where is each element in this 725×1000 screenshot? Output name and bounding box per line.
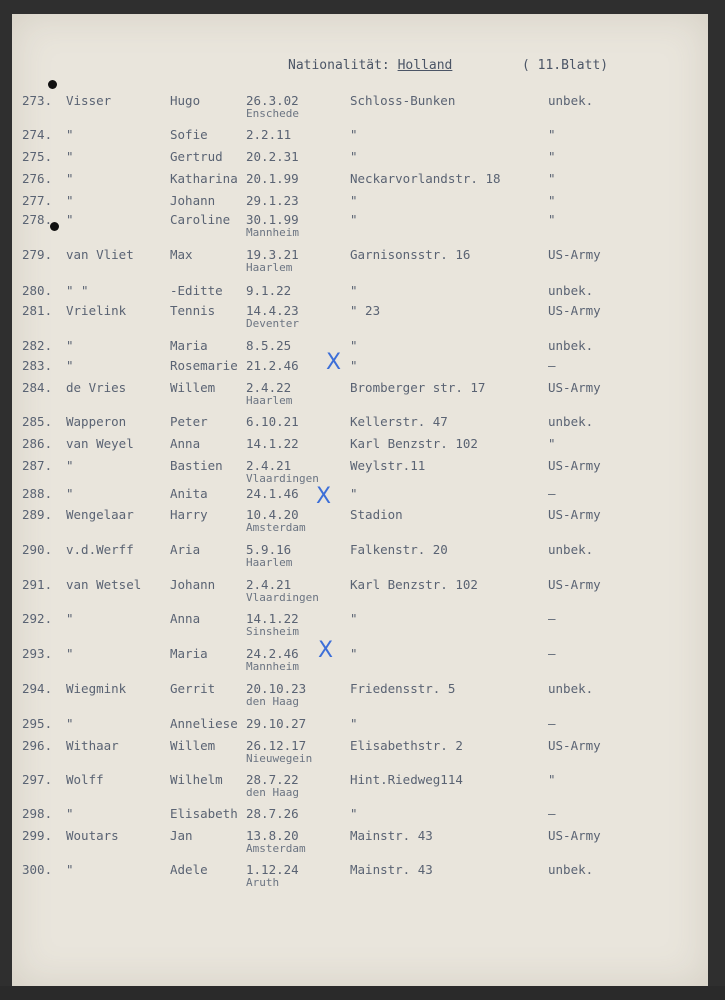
address: Bromberger str. 17: [350, 380, 486, 395]
birth-place: Mannheim: [246, 226, 299, 239]
surname: de Vries: [66, 380, 127, 395]
birth-place: Sinsheim: [246, 625, 299, 638]
birth-date: 2.4.22: [246, 380, 292, 395]
status: US-Army: [548, 507, 601, 522]
row-number: 276.: [22, 171, 53, 186]
birth-place: den Haag: [246, 695, 299, 708]
status: US-Army: [548, 303, 601, 318]
surname: ": [66, 806, 74, 821]
address: ": [350, 193, 358, 208]
first-name: Johann: [170, 193, 216, 208]
row-number: 285.: [22, 414, 53, 429]
status: US-Army: [548, 577, 601, 592]
birth-place: Vlaardingen: [246, 591, 319, 604]
first-name: Harry: [170, 507, 208, 522]
surname: ": [66, 149, 74, 164]
row-number: 277.: [22, 193, 53, 208]
table-row: [0, 738, 725, 768]
address: ": [350, 486, 358, 501]
first-name: Katharina: [170, 171, 238, 186]
surname: ": [66, 127, 74, 142]
birth-date: 19.3.21: [246, 247, 299, 262]
first-name: -Editte: [170, 283, 223, 298]
table-row: [0, 611, 725, 641]
surname: Wengelaar: [66, 507, 134, 522]
address: Hint.Riedweg114: [350, 772, 463, 787]
birth-date: 8.5.25: [246, 338, 292, 353]
birth-place: Aruth: [246, 876, 280, 889]
address: ": [350, 149, 358, 164]
birth-place: Haarlem: [246, 261, 293, 274]
punch-mark: [48, 80, 57, 89]
status: —: [548, 486, 556, 501]
surname: v.d.Werff: [66, 542, 134, 557]
birth-date: 9.1.22: [246, 283, 292, 298]
row-number: 297.: [22, 772, 53, 787]
row-number: 294.: [22, 681, 53, 696]
birth-date: 14.4.23: [246, 303, 299, 318]
table-row: [0, 828, 725, 858]
first-name: Peter: [170, 414, 208, 429]
address: Schloss-Bunken: [350, 93, 456, 108]
surname: " ": [66, 283, 89, 298]
first-name: Rosemarie: [170, 358, 238, 373]
surname: ": [66, 171, 74, 186]
address: Neckarvorlandstr. 18: [350, 171, 501, 186]
table-row: [0, 212, 725, 242]
first-name: Hugo: [170, 93, 201, 108]
surname: ": [66, 716, 74, 731]
status: ": [548, 436, 556, 451]
row-number: 296.: [22, 738, 53, 753]
birth-date: 14.1.22: [246, 436, 299, 451]
status: ": [548, 193, 556, 208]
birth-date: 29.1.23: [246, 193, 299, 208]
birth-place: Nieuwegein: [246, 752, 313, 765]
status: unbek.: [548, 681, 594, 696]
table-row: [0, 646, 725, 676]
row-number: 273.: [22, 93, 53, 108]
first-name: Willem: [170, 738, 216, 753]
address: ": [350, 611, 358, 626]
birth-date: 6.10.21: [246, 414, 299, 429]
row-number: 293.: [22, 646, 53, 661]
first-name: Bastien: [170, 458, 223, 473]
surname: ": [66, 611, 74, 626]
birth-place: Mannheim: [246, 660, 299, 673]
first-name: Jan: [170, 828, 193, 843]
surname: ": [66, 193, 74, 208]
table-row: [0, 93, 725, 123]
status: unbek.: [548, 338, 594, 353]
first-name: Wilhelm: [170, 772, 223, 787]
surname: ": [66, 486, 74, 501]
surname: ": [66, 646, 74, 661]
birth-date: 10.4.20: [246, 507, 299, 522]
first-name: Anna: [170, 436, 201, 451]
first-name: Elisabeth: [170, 806, 238, 821]
birth-date: 24.1.46: [246, 486, 299, 501]
address: Friedensstr. 5: [350, 681, 456, 696]
surname: ": [66, 862, 74, 877]
row-number: 281.: [22, 303, 53, 318]
birth-date: 20.10.23: [246, 681, 307, 696]
address: ": [350, 338, 358, 353]
status: —: [548, 716, 556, 731]
status: —: [548, 611, 556, 626]
birth-date: 2.2.11: [246, 127, 292, 142]
surname: Vrielink: [66, 303, 127, 318]
address: ": [350, 806, 358, 821]
first-name: Adele: [170, 862, 208, 877]
address: Stadion: [350, 507, 403, 522]
row-number: 292.: [22, 611, 53, 626]
birth-place: Vlaardingen: [246, 472, 319, 485]
status: ": [548, 149, 556, 164]
birth-place: Amsterdam: [246, 842, 306, 855]
first-name: Max: [170, 247, 193, 262]
first-name: Maria: [170, 338, 208, 353]
birth-place: Haarlem: [246, 394, 293, 407]
table-row: [0, 380, 725, 410]
table-row: [0, 507, 725, 537]
birth-place: Amsterdam: [246, 521, 306, 534]
row-number: 288.: [22, 486, 53, 501]
surname: Visser: [66, 93, 112, 108]
first-name: Aria: [170, 542, 201, 557]
birth-date: 26.3.02: [246, 93, 299, 108]
row-number: 298.: [22, 806, 53, 821]
status: unbek.: [548, 862, 594, 877]
birth-date: 21.2.46: [246, 358, 299, 373]
birth-date: 30.1.99: [246, 212, 299, 227]
first-name: Johann: [170, 577, 216, 592]
first-name: Sofie: [170, 127, 208, 142]
status: ": [548, 171, 556, 186]
sheet-number: ( 11.Blatt): [522, 58, 609, 73]
first-name: Anna: [170, 611, 201, 626]
birth-date: 14.1.22: [246, 611, 299, 626]
row-number: 278.: [22, 212, 53, 227]
birth-place: Haarlem: [246, 556, 293, 569]
address: Karl Benzstr. 102: [350, 577, 478, 592]
row-number: 279.: [22, 247, 53, 262]
row-number: 291.: [22, 577, 53, 592]
address: ": [350, 127, 358, 142]
address: ": [350, 358, 358, 373]
address: Mainstr. 43: [350, 862, 433, 877]
surname: Woutars: [66, 828, 119, 843]
row-number: 283.: [22, 358, 53, 373]
status: US-Army: [548, 828, 601, 843]
birth-date: 26.12.17: [246, 738, 307, 753]
first-name: Gerrit: [170, 681, 216, 696]
table-row: [0, 577, 725, 607]
table-row: [0, 458, 725, 488]
status: US-Army: [548, 380, 601, 395]
row-number: 274.: [22, 127, 53, 142]
birth-date: 28.7.26: [246, 806, 299, 821]
address: ": [350, 716, 358, 731]
address: " 23: [350, 303, 381, 318]
surname: ": [66, 358, 74, 373]
row-number: 287.: [22, 458, 53, 473]
address: ": [350, 283, 358, 298]
table-row: [0, 862, 725, 892]
address: Elisabethstr. 2: [350, 738, 463, 753]
surname: Wapperon: [66, 414, 127, 429]
status: —: [548, 358, 556, 373]
birth-date: 20.2.31: [246, 149, 299, 164]
status: US-Army: [548, 247, 601, 262]
first-name: Willem: [170, 380, 216, 395]
first-name: Gertrud: [170, 149, 223, 164]
birth-date: 2.4.21: [246, 577, 292, 592]
row-number: 290.: [22, 542, 53, 557]
address: Falkenstr. 20: [350, 542, 448, 557]
row-number: 282.: [22, 338, 53, 353]
row-number: 295.: [22, 716, 53, 731]
address: ": [350, 646, 358, 661]
status: unbek.: [548, 542, 594, 557]
row-number: 286.: [22, 436, 53, 451]
address: Mainstr. 43: [350, 828, 433, 843]
table-row: [0, 303, 725, 333]
birth-place: Enschede: [246, 107, 299, 120]
table-row: [0, 772, 725, 802]
table-row: [0, 681, 725, 711]
status: unbek.: [548, 414, 594, 429]
surname: van Wetsel: [66, 577, 142, 592]
nationality-header: [288, 58, 452, 73]
birth-date: 13.8.20: [246, 828, 299, 843]
birth-date: 24.2.46: [246, 646, 299, 661]
table-row: [0, 247, 725, 277]
birth-date: 2.4.21: [246, 458, 292, 473]
row-number: 299.: [22, 828, 53, 843]
row-number: 289.: [22, 507, 53, 522]
row-number: 280.: [22, 283, 53, 298]
surname: ": [66, 338, 74, 353]
surname: Wiegmink: [66, 681, 127, 696]
status: —: [548, 806, 556, 821]
nationality-label: Nationalität:: [288, 58, 390, 73]
row-number: 284.: [22, 380, 53, 395]
surname: van Vliet: [66, 247, 134, 262]
birth-date: 5.9.16: [246, 542, 292, 557]
surname: Wolff: [66, 772, 104, 787]
surname: ": [66, 458, 74, 473]
handwritten-x-mark: X: [326, 350, 342, 375]
surname: Withaar: [66, 738, 119, 753]
table-row: [0, 542, 725, 572]
address: Garnisonsstr. 16: [350, 247, 471, 262]
address: Karl Benzstr. 102: [350, 436, 478, 451]
status: —: [548, 646, 556, 661]
status: unbek.: [548, 93, 594, 108]
birth-place: den Haag: [246, 786, 299, 799]
birth-date: 28.7.22: [246, 772, 299, 787]
address: Weylstr.11: [350, 458, 426, 473]
surname: ": [66, 212, 74, 227]
status: US-Army: [548, 458, 601, 473]
birth-date: 20.1.99: [246, 171, 299, 186]
handwritten-x-mark: X: [318, 638, 334, 663]
first-name: Anita: [170, 486, 208, 501]
scan-border: [0, 986, 725, 1000]
first-name: Caroline: [170, 212, 231, 227]
birth-date: 29.10.27: [246, 716, 307, 731]
status: ": [548, 772, 556, 787]
address: ": [350, 212, 358, 227]
status: ": [548, 212, 556, 227]
first-name: Anneliese: [170, 716, 238, 731]
status: ": [548, 127, 556, 142]
first-name: Tennis: [170, 303, 216, 318]
row-number: 275.: [22, 149, 53, 164]
first-name: Maria: [170, 646, 208, 661]
handwritten-x-mark: X: [316, 484, 332, 509]
address: Kellerstr. 47: [350, 414, 448, 429]
status: US-Army: [548, 738, 601, 753]
row-number: 300.: [22, 862, 53, 877]
status: unbek.: [548, 283, 594, 298]
birth-place: Deventer: [246, 317, 299, 330]
surname: van Weyel: [66, 436, 134, 451]
birth-date: 1.12.24: [246, 862, 299, 877]
nationality-value: Holland: [397, 58, 453, 73]
